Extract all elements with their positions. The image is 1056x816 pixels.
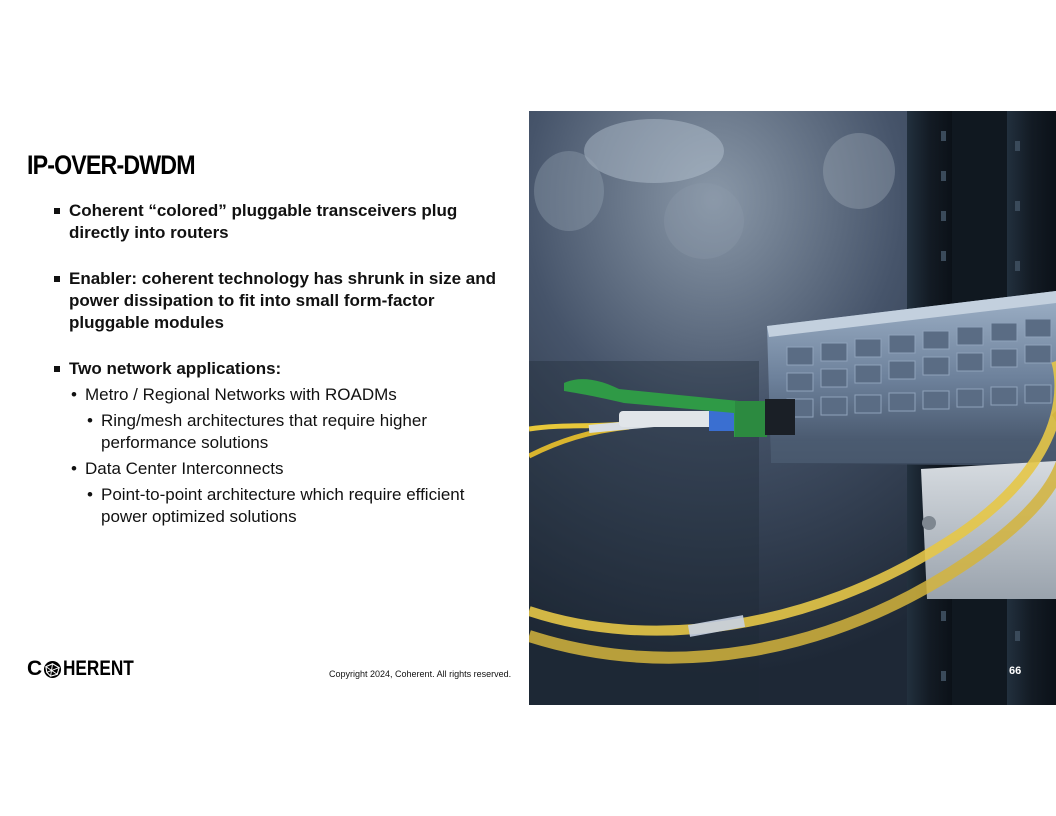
sub-bullet-item [27,458,507,480]
sub-sub-bullet-item [27,410,507,454]
photo-illustration [529,111,1056,705]
dot-bullet-icon: • [87,485,93,504]
sub-bullet-item [27,384,507,406]
bullet-text: Enabler: coherent technology has shrunk in size and power dissipation to fit into small form-factor pluggable modules [69,269,496,332]
bullet-list [27,200,507,528]
sub-sub-bullet-text: Point-to-point architecture which require efficient power optimized solutions [101,485,465,526]
bullet-item [27,268,507,334]
logo-text: HERENT [63,657,134,680]
sub-sub-bullet-item [27,484,507,528]
logo-letter-c: C [27,657,43,680]
sub-bullet-text: Metro / Regional Networks with ROADMs [85,385,397,404]
copyright-text: Copyright 2024, Coherent. All rights reserved. [329,669,512,679]
sub-sub-bullet-text: Ring/mesh architectures that require higher performance solutions [101,411,427,452]
globe-icon [43,660,62,679]
coherent-logo [27,658,150,680]
bullet-item [27,200,507,244]
dot-bullet-icon: • [71,385,77,404]
page-number: 66 [1009,665,1022,677]
square-bullet-icon [54,208,60,214]
square-bullet-icon [54,276,60,282]
sub-bullet-text: Data Center Interconnects [85,459,284,478]
square-bullet-icon [54,366,60,372]
bullet-text: Two network applications: [69,359,282,378]
slide-title: IP-OVER-DWDM [27,150,195,180]
bullet-item [27,358,507,380]
bullet-text: Coherent “colored” pluggable transceivers plug directly into routers [69,201,458,242]
dot-bullet-icon: • [87,411,93,430]
dot-bullet-icon: • [71,459,77,478]
router-fiber-photo [529,111,1056,705]
